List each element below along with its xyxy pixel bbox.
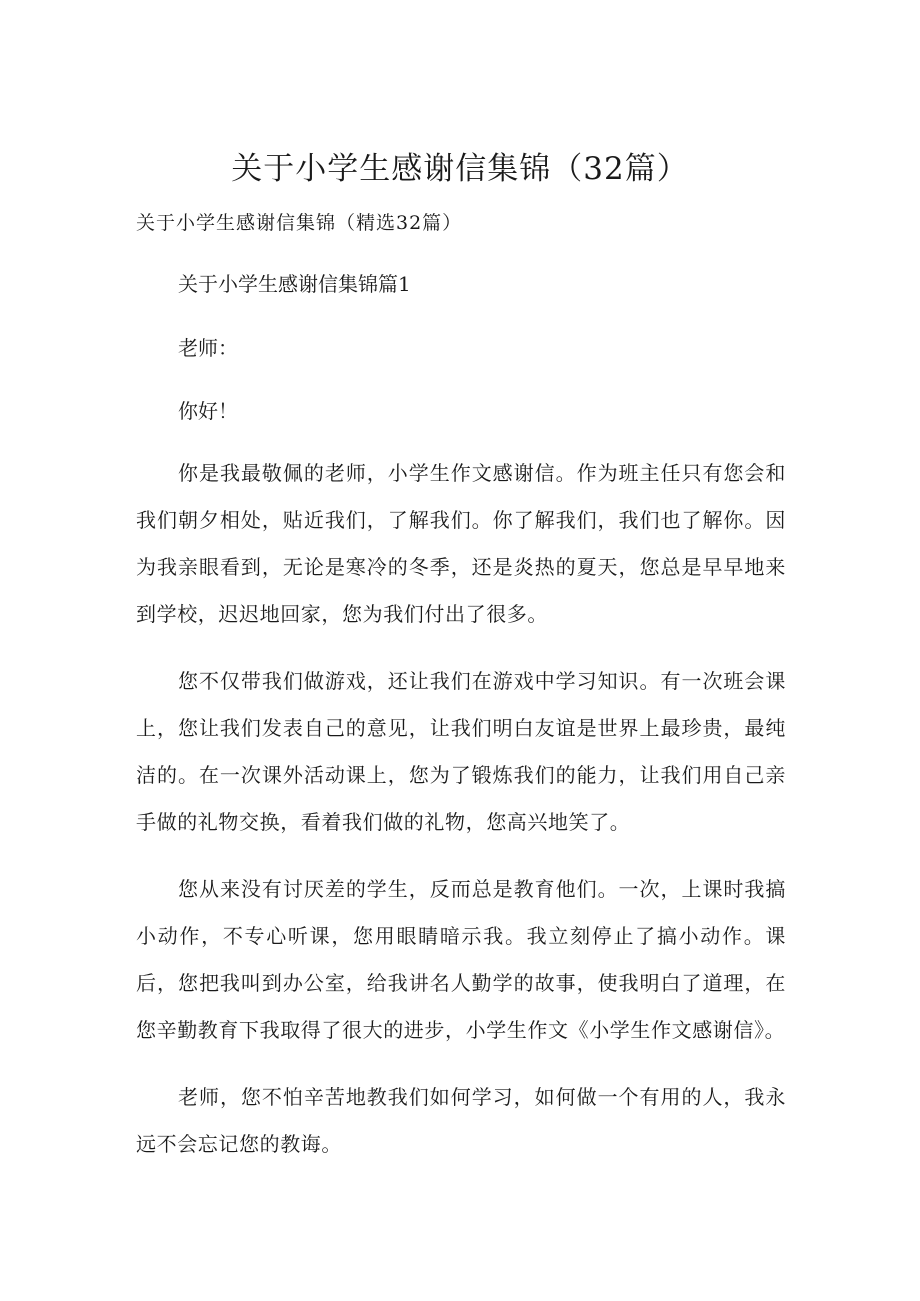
greeting: 你好！ [178, 399, 238, 423]
body-paragraph-1: 你是我最敬佩的老师，小学生作文感谢信。作为班主任只有您会和我们朝夕相处，贴近我们，了解我们。你了解我们，我们也了解你。因为我亲眼看到，无论是寒冷的冬季，还是炎热的夏天，您总是早早地来到学校，迟迟地回家，您为我们付出了很多。 [136, 461, 786, 626]
document-title: 关于小学生感谢信集锦（32篇） [231, 151, 689, 187]
body-paragraph-2: 您不仅带我们做游戏，还让我们在游戏中学习知识。有一次班会课上，您让我们发表自己的意见，让我们明白友谊是世界上最珍贵，最纯洁的。在一次课外活动课上，您为了锻炼我们的能力，让我们用自己亲手做的礼物交换，看着我们做的礼物，您高兴地笑了。 [136, 669, 786, 834]
body-paragraph-3: 您从来没有讨厌差的学生，反而总是教育他们。一次，上课时我搞小动作，不专心听课，您用眼睛暗示我。我立刻停止了搞小动作。课后，您把我叫到办公室，给我讲名人勤学的故事，使我明白了道理，在您辛勤教育下我取得了很大的进步，小学生作文《小学生作文感谢信》。 [136, 877, 786, 1042]
salutation: 老师： [178, 336, 238, 360]
body-paragraph-4: 老师，您不怕辛苦地教我们如何学习，如何做一个有用的人，我永远不会忘记您的教诲。 [136, 1085, 786, 1156]
section-heading: 关于小学生感谢信集锦篇1 [178, 272, 411, 296]
document-subtitle: 关于小学生感谢信集锦（精选32篇） [136, 212, 463, 234]
